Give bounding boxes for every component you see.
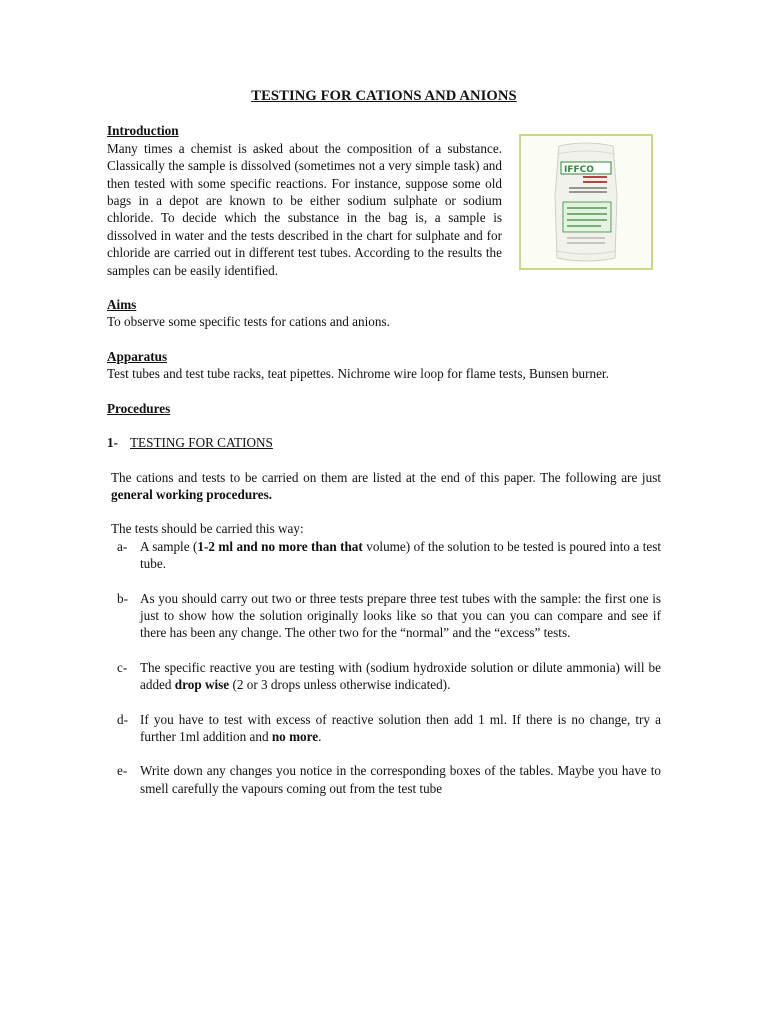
step-item bbox=[107, 659, 661, 694]
step-text: . bbox=[318, 728, 322, 744]
document-body bbox=[107, 88, 661, 814]
bag-illustration bbox=[521, 136, 651, 268]
step-marker: b- bbox=[117, 590, 128, 606]
procedure-steps bbox=[107, 538, 661, 797]
step-marker: a- bbox=[117, 538, 128, 554]
apparatus-section bbox=[107, 348, 661, 383]
introduction-section bbox=[107, 122, 661, 279]
introduction-text: Many times a chemist is asked about the composition of a substance. Classically the sample is dissolved (sometimes not a very simple task) and then tested with some specific reactions. For instance, suppose some old bags in a depot are known to be either sodium sulphate or sodium chloride. To decide which the substance in the bag is, a sample is dissolved in water and the tests described in the chart for sulphate and for chloride are carried out in different test tubes. According to the results the samples can be easily identified. bbox=[107, 140, 502, 278]
procedure-lead: The tests should be carried this way: bbox=[111, 521, 304, 537]
aims-text: To observe some specific tests for cations and anions. bbox=[107, 314, 390, 330]
step-item bbox=[107, 538, 661, 573]
apparatus-heading: Apparatus bbox=[107, 348, 168, 364]
step-text: If you have to test with excess of reactive solution then add 1 ml. If there is no change, try a further 1ml addition and bbox=[140, 711, 661, 744]
step-item bbox=[107, 762, 661, 797]
aims-section bbox=[107, 296, 661, 331]
step-marker: c- bbox=[117, 659, 128, 675]
document-title: TESTING FOR CATIONS AND ANIONS bbox=[251, 88, 517, 104]
fertilizer-bag-image bbox=[519, 134, 653, 270]
step-text: A sample ( bbox=[140, 538, 198, 554]
section-number: 1- bbox=[107, 435, 118, 451]
step-bold: 1-2 ml and no more than that bbox=[197, 538, 363, 554]
apparatus-text: Test tubes and test tube racks, teat pipettes. Nichrome wire loop for flame tests, Bunsen burner. bbox=[107, 366, 609, 382]
procedures-heading: Procedures bbox=[107, 400, 171, 416]
step-marker: e- bbox=[117, 763, 128, 779]
step-bold: drop wise bbox=[174, 677, 230, 693]
step-text: As you should carry out two or three tests prepare three test tubes with the sample: the first one is just to show how the solution originally looks like so that you can you can compare and see if there has been any change. The other two for the “normal” and the “excess” tests. bbox=[140, 590, 661, 641]
bag-brand-text: IFFCO bbox=[564, 165, 594, 176]
procedures-section bbox=[107, 400, 661, 798]
step-text: volume) of the solution to be tested is poured into a test tube. bbox=[140, 538, 662, 572]
step-text: (2 or 3 drops unless otherwise indicated). bbox=[229, 677, 451, 693]
cations-section-heading bbox=[107, 434, 661, 451]
step-item bbox=[107, 590, 661, 642]
step-text: Write down any changes you notice in the corresponding boxes of the tables. Maybe you have to smell carefully the vapours coming out from the test tube bbox=[140, 763, 661, 796]
cations-intro-bold: general working procedures. bbox=[111, 486, 273, 502]
step-text: The specific reactive you are testing with (sodium hydroxide solution or dilute ammonia) will be added bbox=[140, 659, 661, 693]
cations-intro-text: The cations and tests to be carried on them are listed at the end of this paper. The following are just bbox=[111, 469, 661, 485]
aims-heading: Aims bbox=[107, 297, 137, 313]
step-item bbox=[107, 711, 661, 746]
step-bold: no more bbox=[271, 728, 319, 744]
cations-intro-paragraph bbox=[107, 469, 661, 504]
introduction-heading: Introduction bbox=[107, 123, 179, 139]
step-marker: d- bbox=[117, 711, 128, 727]
section-label: TESTING FOR CATIONS bbox=[130, 435, 273, 451]
